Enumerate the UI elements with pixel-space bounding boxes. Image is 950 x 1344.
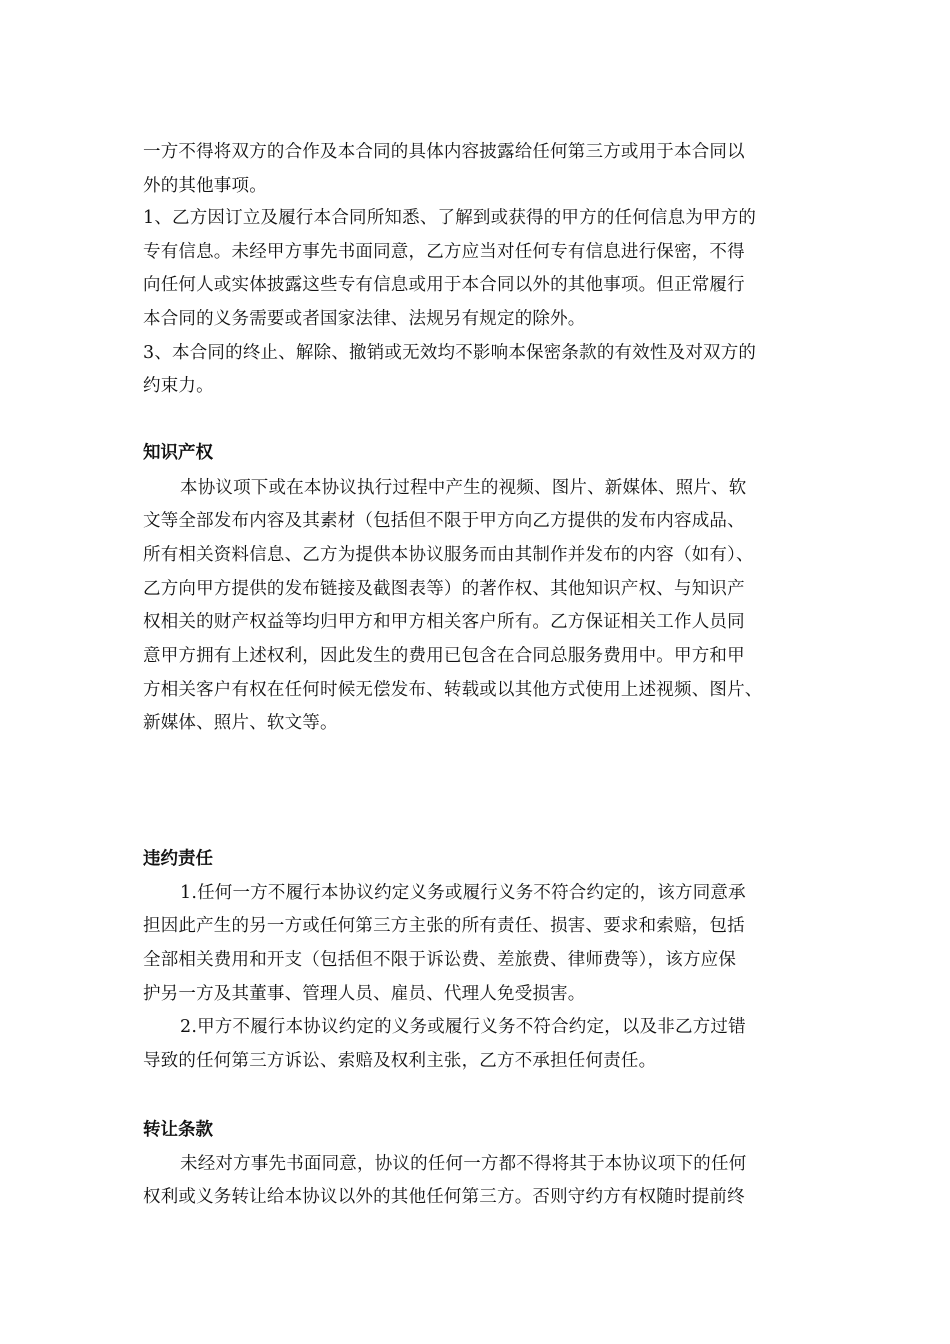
text-line: 本协议项下或在本协议执行过程中产生的视频、图片、新媒体、照片、软 (180, 478, 747, 498)
text-line: 未经对方事先书面同意，协议的任何一方都不得将其于本协议项下的任何 (180, 1154, 747, 1174)
text-line: 担因此产生的另一方或任何第三方主张的所有责任、损害、要求和索赔，包括 (143, 916, 745, 936)
text-line: 本合同的义务需要或者国家法律、法规另有规定的除外。 (143, 309, 586, 329)
text-line: 专有信息。未经甲方事先书面同意，乙方应当对任何专有信息进行保密，不得 (143, 242, 745, 262)
text-line: 新媒体、照片、软文等。 (143, 713, 338, 733)
text-line: 权利或义务转让给本协议以外的其他任何第三方。否则守约方有权随时提前终 (143, 1187, 745, 1207)
text-line: 意甲方拥有上述权利，因此发生的费用已包含在合同总服务费用中。甲方和甲 (143, 646, 745, 666)
text-line: 方相关客户有权在任何时候无偿发布、转载或以其他方式使用上述视频、图片、 (143, 680, 763, 700)
text-line: 护另一方及其董事、管理人员、雇员、代理人免受损害。 (143, 984, 586, 1004)
text-line: 乙方向甲方提供的发布链接及截图表等）的著作权、其他知识产权、与知识产 (143, 579, 745, 599)
section-heading: 转让条款 (143, 1120, 213, 1140)
text-line: 权相关的财产权益等均归甲方和甲方相关客户所有。乙方保证相关工作人员同 (143, 612, 745, 632)
text-line: 2.甲方不履行本协议约定的义务或履行义务不符合约定，以及非乙方过错 (180, 1017, 746, 1037)
text-line: 1.任何一方不履行本协议约定义务或履行义务不符合约定的，该方同意承 (180, 883, 746, 903)
text-line: 约束力。 (143, 376, 214, 396)
text-line: 导致的任何第三方诉讼、索赔及权利主张，乙方不承担任何责任。 (143, 1051, 657, 1071)
text-line: 1、乙方因订立及履行本合同所知悉、了解到或获得的甲方的任何信息为甲方的 (143, 208, 757, 228)
text-line: 3、本合同的终止、解除、撤销或无效均不影响本保密条款的有效性及对双方的 (143, 343, 757, 363)
text-line: 一方不得将双方的合作及本合同的具体内容披露给任何第三方或用于本合同以 (143, 142, 745, 162)
text-line: 向任何人或实体披露这些专有信息或用于本合同以外的其他事项。但正常履行 (143, 275, 745, 295)
section-heading: 知识产权 (143, 443, 213, 463)
text-line: 文等全部发布内容及其素材（包括但不限于甲方向乙方提供的发布内容成品、 (143, 511, 745, 531)
text-line: 外的其他事项。 (143, 176, 267, 196)
section-heading: 违约责任 (143, 849, 213, 869)
text-line: 所有相关资料信息、乙方为提供本协议服务而由其制作并发布的内容（如有）、 (143, 545, 754, 565)
text-line: 全部相关费用和开支（包括但不限于诉讼费、差旅费、律师费等），该方应保 (143, 950, 737, 970)
